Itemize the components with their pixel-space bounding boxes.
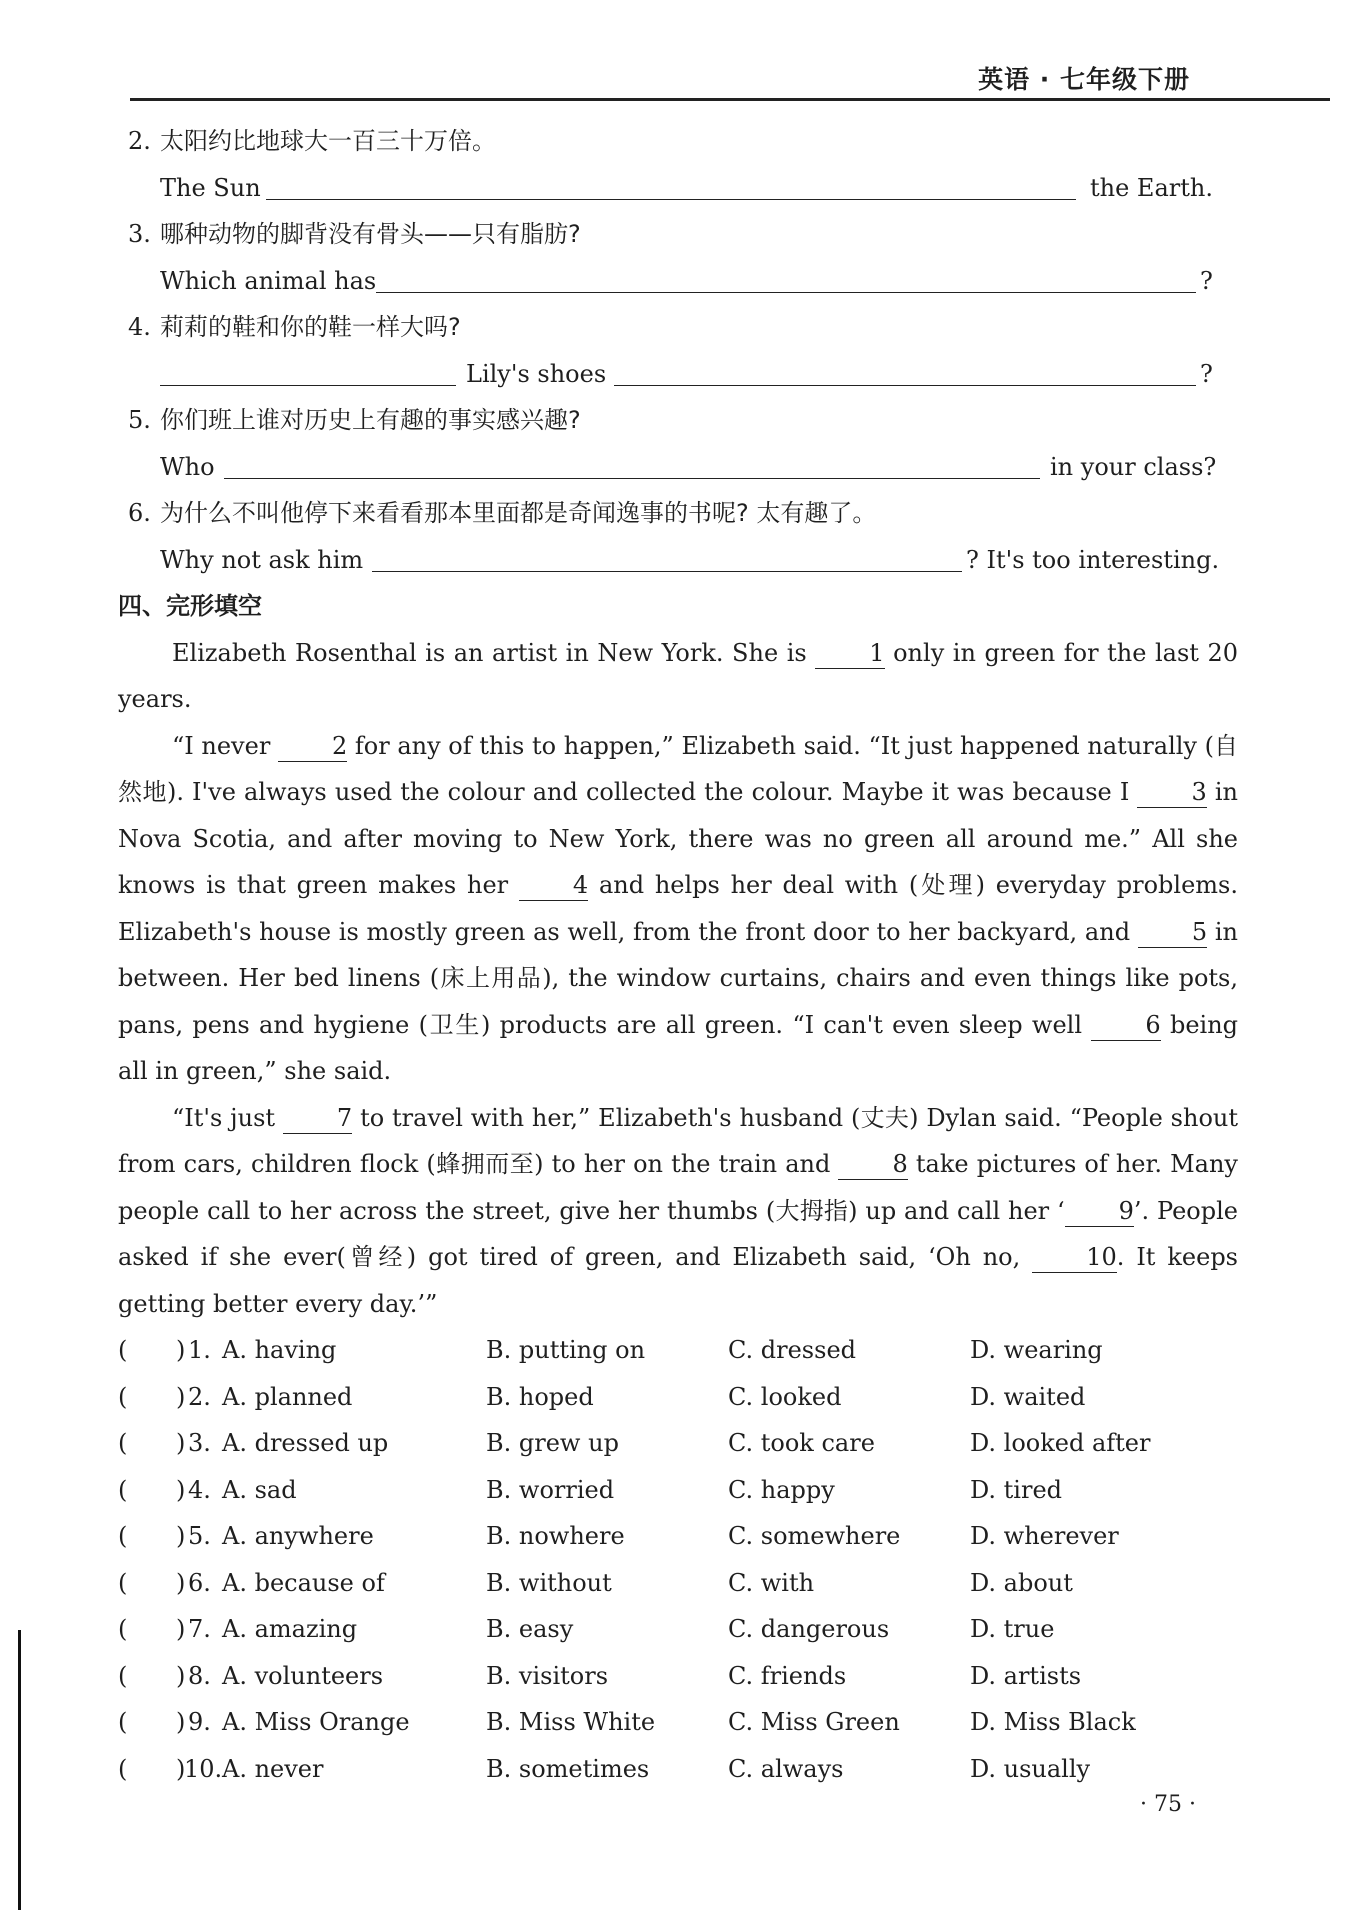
option-row — [118, 1467, 1238, 1514]
option-d[interactable]: D. artists — [970, 1661, 1082, 1690]
cloze-paragraph-2 — [118, 723, 1238, 1095]
cloze-paragraph-3 — [118, 1095, 1238, 1328]
option-c[interactable]: C. with — [728, 1568, 815, 1597]
option-c[interactable]: C. friends — [728, 1661, 847, 1690]
answer-prefix: Why not ask him — [160, 545, 364, 574]
option-a[interactable]: A. volunteers — [222, 1661, 384, 1690]
answer-bracket-open: ( — [118, 1708, 128, 1736]
option-b[interactable]: B. Miss White — [486, 1708, 656, 1736]
option-number: 10. — [184, 1754, 223, 1783]
option-c[interactable]: C. Miss Green — [728, 1708, 900, 1736]
cloze-blank-6[interactable]: 6 — [1091, 1010, 1160, 1041]
answer-blank[interactable] — [372, 571, 962, 572]
option-number: 6. — [188, 1568, 211, 1597]
option-row — [118, 1560, 1238, 1607]
option-d[interactable]: D. usually — [970, 1754, 1091, 1783]
option-b[interactable]: B. easy — [486, 1615, 574, 1643]
answer-bracket-close: ) — [176, 1429, 186, 1457]
answer-bracket-close: ) — [176, 1615, 186, 1643]
question-number: 2. — [128, 127, 151, 155]
question-5 — [118, 397, 1238, 444]
option-a[interactable]: A. Miss Orange — [222, 1708, 410, 1736]
option-number: 9. — [188, 1708, 211, 1736]
answer-blank[interactable] — [376, 292, 1196, 293]
option-c[interactable]: C. dressed — [728, 1336, 857, 1364]
question-chinese: 莉莉的鞋和你的鞋一样大吗? — [160, 313, 461, 341]
passage-text: only in green for the last 20 years. — [118, 638, 1238, 713]
option-c[interactable]: C. happy — [728, 1475, 835, 1504]
question-chinese: 为什么不叫他停下来看看那本里面都是奇闻逸事的书呢? 太有趣了。 — [160, 499, 877, 527]
answer-suffix: ? It's too interesting. — [966, 545, 1220, 574]
question-3 — [118, 211, 1238, 258]
answer-line-5 — [118, 444, 1238, 491]
question-number: 5. — [128, 406, 151, 434]
option-row — [118, 1374, 1238, 1421]
answer-bracket-open: ( — [118, 1754, 128, 1783]
answer-line-4 — [118, 351, 1238, 398]
option-d[interactable]: D. looked after — [970, 1429, 1151, 1457]
passage-text: “I never — [172, 731, 271, 760]
page-number: · 75 · — [1140, 1792, 1196, 1817]
option-d[interactable]: D. true — [970, 1615, 1055, 1643]
answer-suffix: ? — [1200, 266, 1213, 295]
option-row — [118, 1653, 1238, 1700]
page-content — [118, 118, 1238, 1792]
passage-text: in Nova Scotia, and after moving to New York, there was no green all around me.” All she knows is that green makes her — [118, 778, 1238, 899]
option-b[interactable]: B. visitors — [486, 1661, 609, 1690]
answer-suffix: the Earth. — [1090, 173, 1213, 202]
question-chinese: 哪种动物的脚背没有骨头——只有脂肪? — [160, 220, 581, 248]
option-d[interactable]: D. Miss Black — [970, 1708, 1136, 1736]
passage-text: Elizabeth Rosenthal is an artist in New York. She is — [172, 638, 807, 667]
option-d[interactable]: D. wearing — [970, 1336, 1103, 1364]
answer-bracket-close: ) — [176, 1336, 186, 1364]
option-row — [118, 1746, 1238, 1793]
option-row — [118, 1420, 1238, 1467]
option-number: 5. — [188, 1522, 211, 1550]
answer-blank[interactable] — [160, 385, 456, 386]
option-d[interactable]: D. wherever — [970, 1522, 1119, 1550]
answer-prefix: Who — [160, 452, 215, 481]
answer-line-2 — [118, 165, 1238, 212]
option-c[interactable]: C. dangerous — [728, 1615, 890, 1643]
answer-prefix: Which animal has — [160, 266, 377, 295]
passage-text: to travel with her,” Elizabeth's husband (丈夫) Dylan said. “People shout from cars, children flock (蜂拥而至) to her on the train and — [118, 1103, 1238, 1178]
answer-bracket-close: ) — [176, 1475, 186, 1504]
question-2 — [118, 118, 1238, 165]
passage-text: for any of this to happen,” Elizabeth said. “It just happened naturally (自然地). I've always used the colour and collected the colour. Maybe it was because I — [118, 731, 1238, 806]
cloze-blank-9[interactable]: 9 — [1065, 1196, 1134, 1227]
answer-bracket-close: ) — [176, 1382, 186, 1411]
answer-bracket-open: ( — [118, 1429, 128, 1457]
option-number: 8. — [188, 1661, 211, 1690]
option-number: 3. — [188, 1429, 211, 1457]
passage-text: . It keeps getting better every day.’” — [118, 1243, 1239, 1318]
passage-text: in between. Her bed linens (床上用品), the window curtains, chairs and even things like pots, pans, pens and hygiene (卫生) products are all green. “I can't even sleep well — [118, 917, 1238, 1039]
option-b[interactable]: B. worried — [486, 1475, 615, 1504]
option-row — [118, 1513, 1238, 1560]
answer-line-3 — [118, 258, 1238, 305]
passage-text: and helps her deal with (处理) everyday problems. Elizabeth's house is mostly green as well, from the front door to her backyard, and — [118, 871, 1238, 946]
answer-bracket-close: ) — [176, 1568, 186, 1597]
cloze-blank-5[interactable]: 5 — [1138, 917, 1207, 948]
options-list — [118, 1327, 1238, 1792]
question-number: 3. — [128, 220, 151, 248]
answer-blank[interactable] — [266, 199, 1076, 200]
option-number: 4. — [188, 1475, 211, 1504]
question-chinese: 太阳约比地球大一百三十万倍。 — [160, 127, 496, 155]
option-c[interactable]: C. took care — [728, 1429, 875, 1457]
cloze-blank-10[interactable]: 10 — [1032, 1242, 1117, 1273]
passage-text: ’. People asked if she ever(曾经) got tired of green, and Elizabeth said, ‘Oh no, — [118, 1196, 1238, 1271]
option-a[interactable]: A. sad — [222, 1475, 297, 1504]
passage-text: take pictures of her. Many people call to her across the street, give her thumbs (大拇指) up and call her ‘ — [118, 1150, 1238, 1225]
cloze-blank-7[interactable]: 7 — [283, 1103, 352, 1134]
answer-prefix: The Sun — [160, 173, 261, 202]
cloze-blank-2[interactable]: 2 — [278, 731, 347, 762]
option-c[interactable]: C. always — [728, 1754, 844, 1783]
cloze-blank-4[interactable]: 4 — [519, 870, 588, 901]
question-number: 6. — [128, 499, 151, 527]
answer-bracket-open: ( — [118, 1382, 128, 1411]
answer-suffix: in your class? — [1050, 452, 1217, 481]
option-c[interactable]: C. somewhere — [728, 1522, 901, 1550]
answer-bracket-close: ) — [176, 1522, 186, 1550]
binding-edge — [18, 1630, 21, 1910]
passage-text: “It's just — [172, 1103, 276, 1132]
option-a[interactable]: A. having — [222, 1336, 337, 1364]
header-rule — [130, 98, 1330, 101]
option-b[interactable]: B. nowhere — [486, 1522, 625, 1550]
option-a[interactable]: A. anywhere — [222, 1522, 374, 1550]
answer-line-6 — [118, 537, 1238, 584]
answer-bracket-open: ( — [118, 1475, 128, 1504]
section-heading: 四、完形填空 — [118, 592, 262, 620]
question-4 — [118, 304, 1238, 351]
option-row — [118, 1699, 1238, 1746]
option-number: 1. — [188, 1336, 211, 1364]
option-b[interactable]: B. hoped — [486, 1382, 594, 1411]
answer-middle: Lily's shoes — [466, 359, 607, 388]
answer-bracket-close: ) — [176, 1661, 186, 1690]
answer-bracket-open: ( — [118, 1661, 128, 1690]
answer-bracket-open: ( — [118, 1568, 128, 1597]
question-chinese: 你们班上谁对历史上有趣的事实感兴趣? — [160, 406, 581, 434]
passage-text: being all in green,” she said. — [118, 1010, 1239, 1085]
answer-blank[interactable] — [614, 385, 1196, 386]
page-header — [0, 50, 1330, 102]
option-d[interactable]: D. about — [970, 1568, 1073, 1597]
option-d[interactable]: D. tired — [970, 1475, 1063, 1504]
answer-bracket-close: ) — [176, 1708, 186, 1736]
cloze-paragraph-1 — [118, 630, 1238, 723]
option-row — [118, 1606, 1238, 1653]
question-number: 4. — [128, 313, 151, 341]
answer-bracket-open: ( — [118, 1615, 128, 1643]
option-b[interactable]: B. grew up — [486, 1429, 619, 1457]
cloze-blank-8[interactable]: 8 — [838, 1149, 907, 1180]
header-title: 英语 · 七年级下册 — [978, 65, 1190, 94]
option-b[interactable]: B. sometimes — [486, 1754, 650, 1783]
option-b[interactable]: B. without — [486, 1568, 612, 1597]
option-a[interactable]: A. planned — [222, 1382, 353, 1411]
cloze-blank-3[interactable]: 3 — [1137, 777, 1206, 808]
option-number: 2. — [188, 1382, 211, 1411]
cloze-blank-1[interactable]: 1 — [815, 638, 884, 669]
option-a[interactable]: A. never — [222, 1754, 324, 1783]
option-number: 7. — [188, 1615, 211, 1643]
answer-bracket-close: ) — [176, 1754, 186, 1783]
option-row — [118, 1327, 1238, 1374]
answer-suffix: ? — [1200, 359, 1213, 388]
answer-bracket-open: ( — [118, 1522, 128, 1550]
option-d[interactable]: D. waited — [970, 1382, 1086, 1411]
option-b[interactable]: B. putting on — [486, 1336, 646, 1364]
option-a[interactable]: A. amazing — [222, 1615, 358, 1643]
option-c[interactable]: C. looked — [728, 1382, 842, 1411]
option-a[interactable]: A. dressed up — [222, 1429, 389, 1457]
answer-blank[interactable] — [224, 478, 1040, 479]
option-a[interactable]: A. because of — [222, 1568, 385, 1597]
answer-bracket-open: ( — [118, 1336, 128, 1364]
question-6 — [118, 490, 1238, 537]
